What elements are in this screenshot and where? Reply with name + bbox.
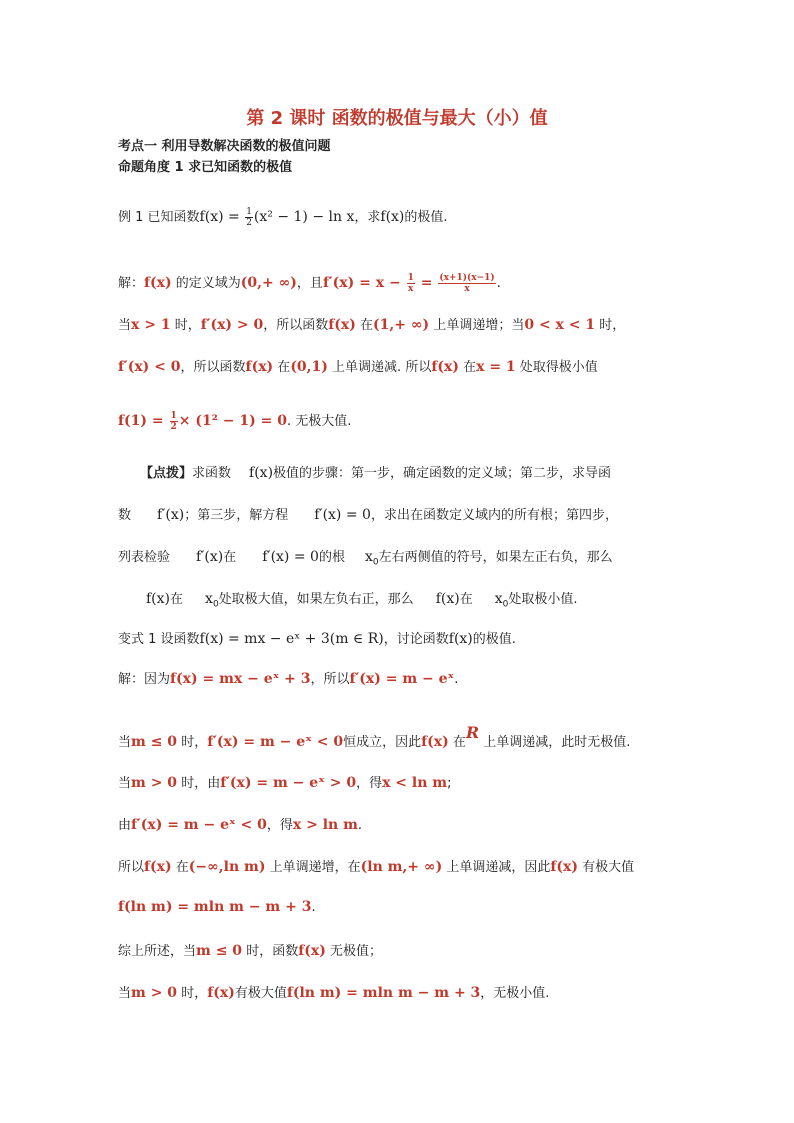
variant-1: 变式 1 设函数f(x) = mx − eˣ + 3(m ∈ R)，讨论函数f(x)的极值.: [118, 631, 516, 647]
solution-2-line-6: f(ln m) = mln m − m + 3.: [118, 899, 316, 915]
page-title: 第 2 课时 函数的极值与最大（小）值: [246, 108, 548, 129]
solution-2-line-4: 由f′(x) = m − eˣ < 0，得x > ln m.: [118, 817, 363, 833]
section-heading: 考点一 利用导数解决函数的极值问题: [118, 139, 331, 154]
tip-line-2: 数 f′(x)；第三步，解方程 f′(x) = 0，求出在函数定义域内的所有根；第四步，: [118, 507, 618, 523]
example-1-label: 例 1 已知函数: [118, 210, 200, 225]
tip-line-1: 【点拨】求函数 f(x)极值的步骤：第一步，确定函数的定义域；第二步，求导函: [140, 465, 612, 481]
solution-2-line-2: 当m ≤ 0 时，f′(x) = m − eˣ < 0恒成立，因此f(x) 在R 上单调递减，此时无极值.: [118, 723, 631, 750]
subsection-heading: 命题角度 1 求已知函数的极值: [118, 160, 293, 175]
solution-2-line-8: 当m > 0 时，f(x)有极大值f(ln m) = mln m − m + 3，无极小值.: [118, 985, 550, 1001]
example-1-formula: f(x) = $\frac{1}{2}$ (x² − 1) − ln x: [199, 206, 355, 228]
solution-1-line-1: 解：f(x) 的定义域为(0,+ ∞)，且f′(x) = x − $\frac{1}{x}$ = $\frac{(x+1)(x-1)}{x}$ .: [118, 272, 501, 294]
solution-1-line-2: 当x > 1 时，f′(x) > 0，所以函数f(x) 在(1,+ ∞) 上单调递增；当0 < x < 1 时，: [118, 317, 626, 333]
derivative-formula: f′(x) = x − $\frac{1}{x}$ = $\frac{(x+1)(x-1)}{x}$: [322, 272, 495, 294]
solution-1-line-3: f′(x) < 0，所以函数f(x) 在(0,1) 上单调递减. 所以f(x) 在x = 1 处取得极小值: [118, 359, 598, 375]
solution-2-line-7: 综上所述，当m ≤ 0 时，函数f(x) 无极值；: [118, 943, 382, 959]
tip-line-3: 列表检验 f′(x)在 f′(x) = 0的根 $x_0$左右两侧值的符号，如果左正右负，那么: [118, 549, 613, 568]
solution-2-line-3: 当m > 0 时，由f′(x) = m − eˣ > 0，得x < ln m;: [118, 775, 452, 791]
example-1: 例 1 已知函数f(x) = $\frac{1}{2}$ (x² − 1) − ln x，求f(x)的极值.: [118, 206, 448, 228]
solution-2-line-1: 解：因为f(x) = mx − eˣ + 3，所以f′(x) = m − eˣ.: [118, 671, 459, 687]
solution-1-line-4: f(1) = $\frac{1}{2}$ × (1² − 1) = 0. 无极大值.: [118, 410, 352, 432]
solution-2-line-5: 所以f(x) 在(−∞,ln m) 上单调递增，在(ln m,+ ∞) 上单调递减，因此f(x) 有极大值: [118, 859, 635, 875]
tip-line-4: f(x)在 $x_0$处取极大值，如果左负右正，那么 f(x)在 $x_0$处取极小值.: [146, 591, 578, 610]
